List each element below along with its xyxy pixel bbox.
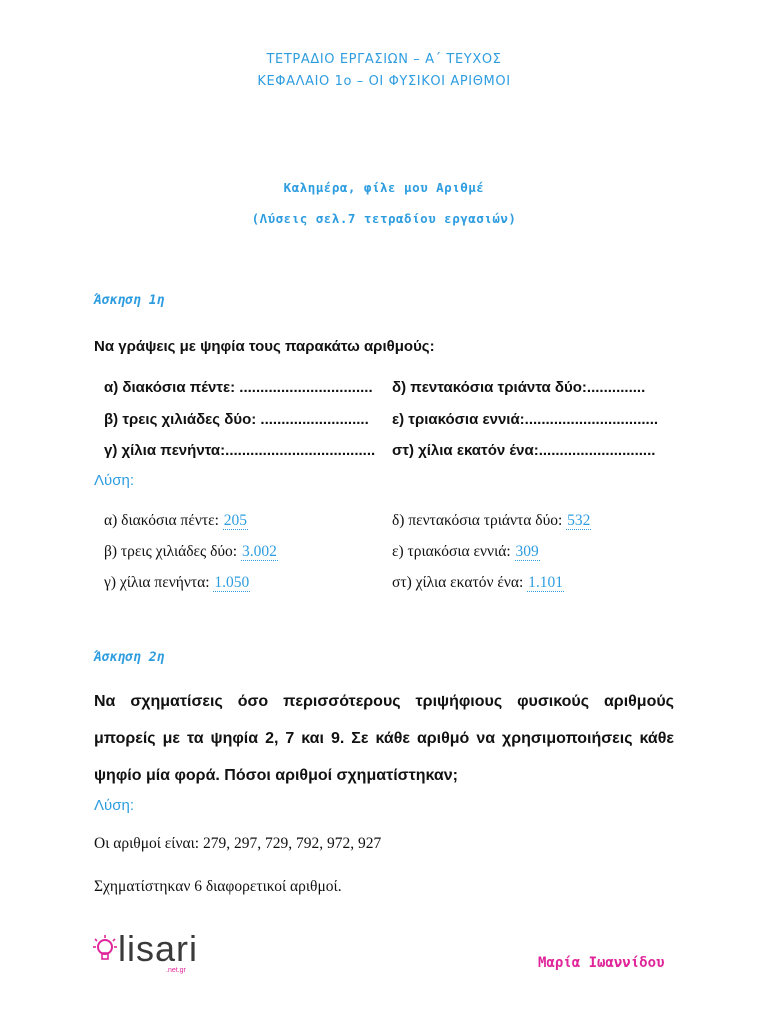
solution-answer: 1.050 [214, 574, 250, 591]
exercise-1-item-a: α) διακόσια πέντε: ................................ [104, 379, 373, 396]
solution-row-c [104, 574, 250, 592]
solution-answer: 3.002 [241, 543, 277, 560]
lisari-logo [92, 928, 202, 982]
solution-row-d [392, 512, 591, 530]
subtitle-line-1: Καλημέρα, φίλε μου Αριθμέ [283, 180, 485, 195]
exercise-2-prompt: Να σχηματίσεις όσο περισσότερους τριψήφιους φυσικούς αριθμούς μπορείς με τα ψηφία 2, 7 και 9. Σε κάθε αριθμό να χρησιμοποιήσεις κάθε ψηφίο μία φορά. Πόσοι αριθμοί σχηματίστηκαν; [94, 693, 674, 784]
subtitle-line-2: (Λύσεις σελ.7 τετραδίου εργασιών) [251, 211, 517, 226]
exercise-1-title: Άσκηση 1η [94, 293, 165, 308]
solution-answer: 205 [223, 512, 248, 529]
solution-label: ε) τριακόσια εννιά: [392, 543, 515, 560]
solution-row-b [104, 543, 278, 561]
solution-label: δ) πεντακόσια τριάντα δύο: [392, 512, 567, 529]
exercise-2-title: Άσκηση 2η [94, 650, 165, 665]
logo-subtext: .net.gr [166, 967, 186, 974]
header-line-1: ΤΕΤΡΑΔΙΟ ΕΡΓΑΣΙΩΝ – Α΄ ΤΕΥΧΟΣ [266, 52, 502, 67]
exercise-2-solution-label: Λύση: [94, 797, 134, 814]
exercise-1-item-c: γ) χίλια πενήντα:.................................... [104, 442, 376, 459]
lightbulb-icon [92, 934, 118, 964]
solution-label: γ) χίλια πενήντα: [104, 574, 214, 591]
logo-text: lisari [118, 928, 199, 969]
exercise-1-item-st: στ) χίλια εκατόν ένα:............................ [392, 442, 656, 459]
exercise-1-item-e: ε) τριακόσια εννιά:................................ [392, 411, 659, 428]
exercise-2-conclusion: Σχηματίστηκαν 6 διαφορετικοί αριθμοί. [94, 878, 342, 895]
exercise-1-item-b: β) τρεις χιλιάδες δύο: .......................... [104, 411, 369, 428]
solution-answer: 309 [515, 543, 539, 560]
solution-answer: 532 [567, 512, 591, 529]
solution-label: β) τρεις χιλιάδες δύο: [104, 543, 241, 560]
exercise-1-solution-label: Λύση: [94, 472, 134, 489]
solution-row-a [104, 512, 248, 530]
solution-label: στ) χίλια εκατόν ένα: [392, 574, 528, 591]
author-name: Μαρία Ιωαννίδου [538, 955, 665, 971]
exercise-1-item-d: δ) πεντακόσια τριάντα δύο:.............. [392, 379, 646, 396]
solution-row-st [392, 574, 564, 592]
solution-row-e [392, 543, 540, 561]
header-line-2: ΚΕΦΑΛΑΙΟ 1ο – ΟΙ ΦΥΣΙΚΟΙ ΑΡΙΘΜΟΙ [257, 74, 511, 89]
exercise-2-numbers: Οι αριθμοί είναι: 279, 297, 729, 792, 972, 927 [94, 835, 382, 852]
exercise-1-prompt: Να γράψεις με ψηφία τους παρακάτω αριθμούς: [94, 338, 435, 355]
solution-label: α) διακόσια πέντε: [104, 512, 223, 529]
solution-answer: 1.101 [528, 574, 564, 591]
